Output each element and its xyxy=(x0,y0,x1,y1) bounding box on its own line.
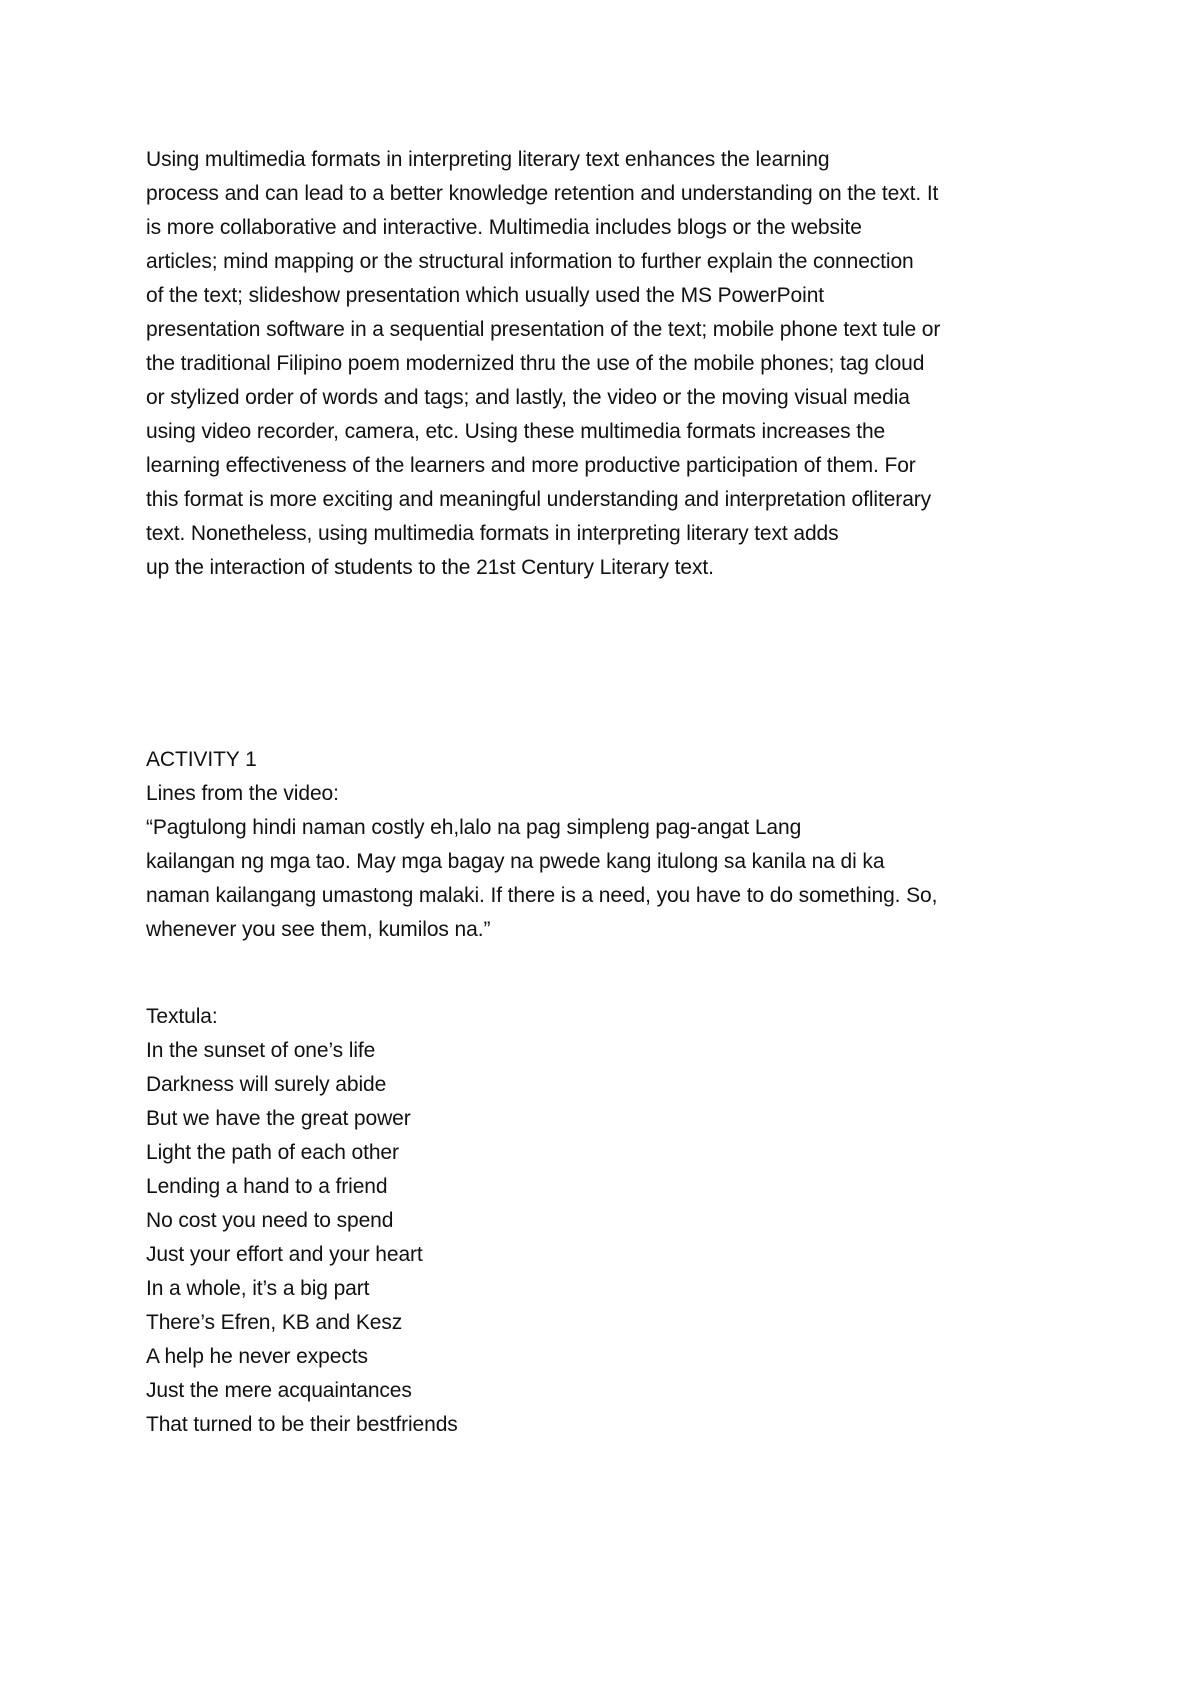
intro-line: Using multimedia formats in interpreting literary text enhances the learning xyxy=(146,148,830,171)
quote-line: kailangan ng mga tao. May mga bagay na pwede kang itulong sa kanila na di ka xyxy=(146,850,885,873)
intro-line: up the interaction of students to the 21st Century Literary text. xyxy=(146,556,714,579)
poem-line: Light the path of each other xyxy=(146,1141,399,1164)
poem-line: Darkness will surely abide xyxy=(146,1073,387,1096)
quote-line: whenever you see them, kumilos na.” xyxy=(146,918,491,941)
textula-label: Textula: xyxy=(146,1005,218,1028)
intro-line: or stylized order of words and tags; and lastly, the video or the moving visual media xyxy=(146,386,910,409)
poem-line: No cost you need to spend xyxy=(146,1209,394,1232)
activity-title: ACTIVITY 1 xyxy=(146,748,257,771)
poem-line: That turned to be their bestfriends xyxy=(146,1413,458,1436)
poem-line: But we have the great power xyxy=(146,1107,411,1130)
poem-line: A help he never expects xyxy=(146,1345,368,1368)
poem-line: In a whole, it’s a big part xyxy=(146,1277,370,1300)
intro-line: text. Nonetheless, using multimedia formats in interpreting literary text adds xyxy=(146,522,839,545)
poem-line: Just your effort and your heart xyxy=(146,1243,423,1266)
intro-line: the traditional Filipino poem modernized thru the use of the mobile phones; tag cloud xyxy=(146,352,925,375)
quote-line: naman kailangang umastong malaki. If there is a need, you have to do something. So, xyxy=(146,884,938,907)
intro-line: articles; mind mapping or the structural information to further explain the connection xyxy=(146,250,914,273)
intro-line: presentation software in a sequential presentation of the text; mobile phone text tule or xyxy=(146,318,941,341)
poem-line: Just the mere acquaintances xyxy=(146,1379,412,1402)
intro-line: is more collaborative and interactive. Multimedia includes blogs or the website xyxy=(146,216,862,239)
poem-line: In the sunset of one’s life xyxy=(146,1039,376,1062)
poem-line: Lending a hand to a friend xyxy=(146,1175,388,1198)
intro-line: learning effectiveness of the learners and more productive participation of them. For xyxy=(146,454,916,477)
intro-line: this format is more exciting and meaningful understanding and interpretation ofliterary xyxy=(146,488,932,511)
lines-from-video-label: Lines from the video: xyxy=(146,782,339,805)
quote-line: “Pagtulong hindi naman costly eh,lalo na pag simpleng pag-angat Lang xyxy=(146,816,802,839)
intro-line: of the text; slideshow presentation which usually used the MS PowerPoint xyxy=(146,284,825,307)
poem-line: There’s Efren, KB and Kesz xyxy=(146,1311,403,1334)
intro-line: using video recorder, camera, etc. Using these multimedia formats increases the xyxy=(146,420,886,443)
intro-line: process and can lead to a better knowledge retention and understanding on the text. It xyxy=(146,182,939,205)
